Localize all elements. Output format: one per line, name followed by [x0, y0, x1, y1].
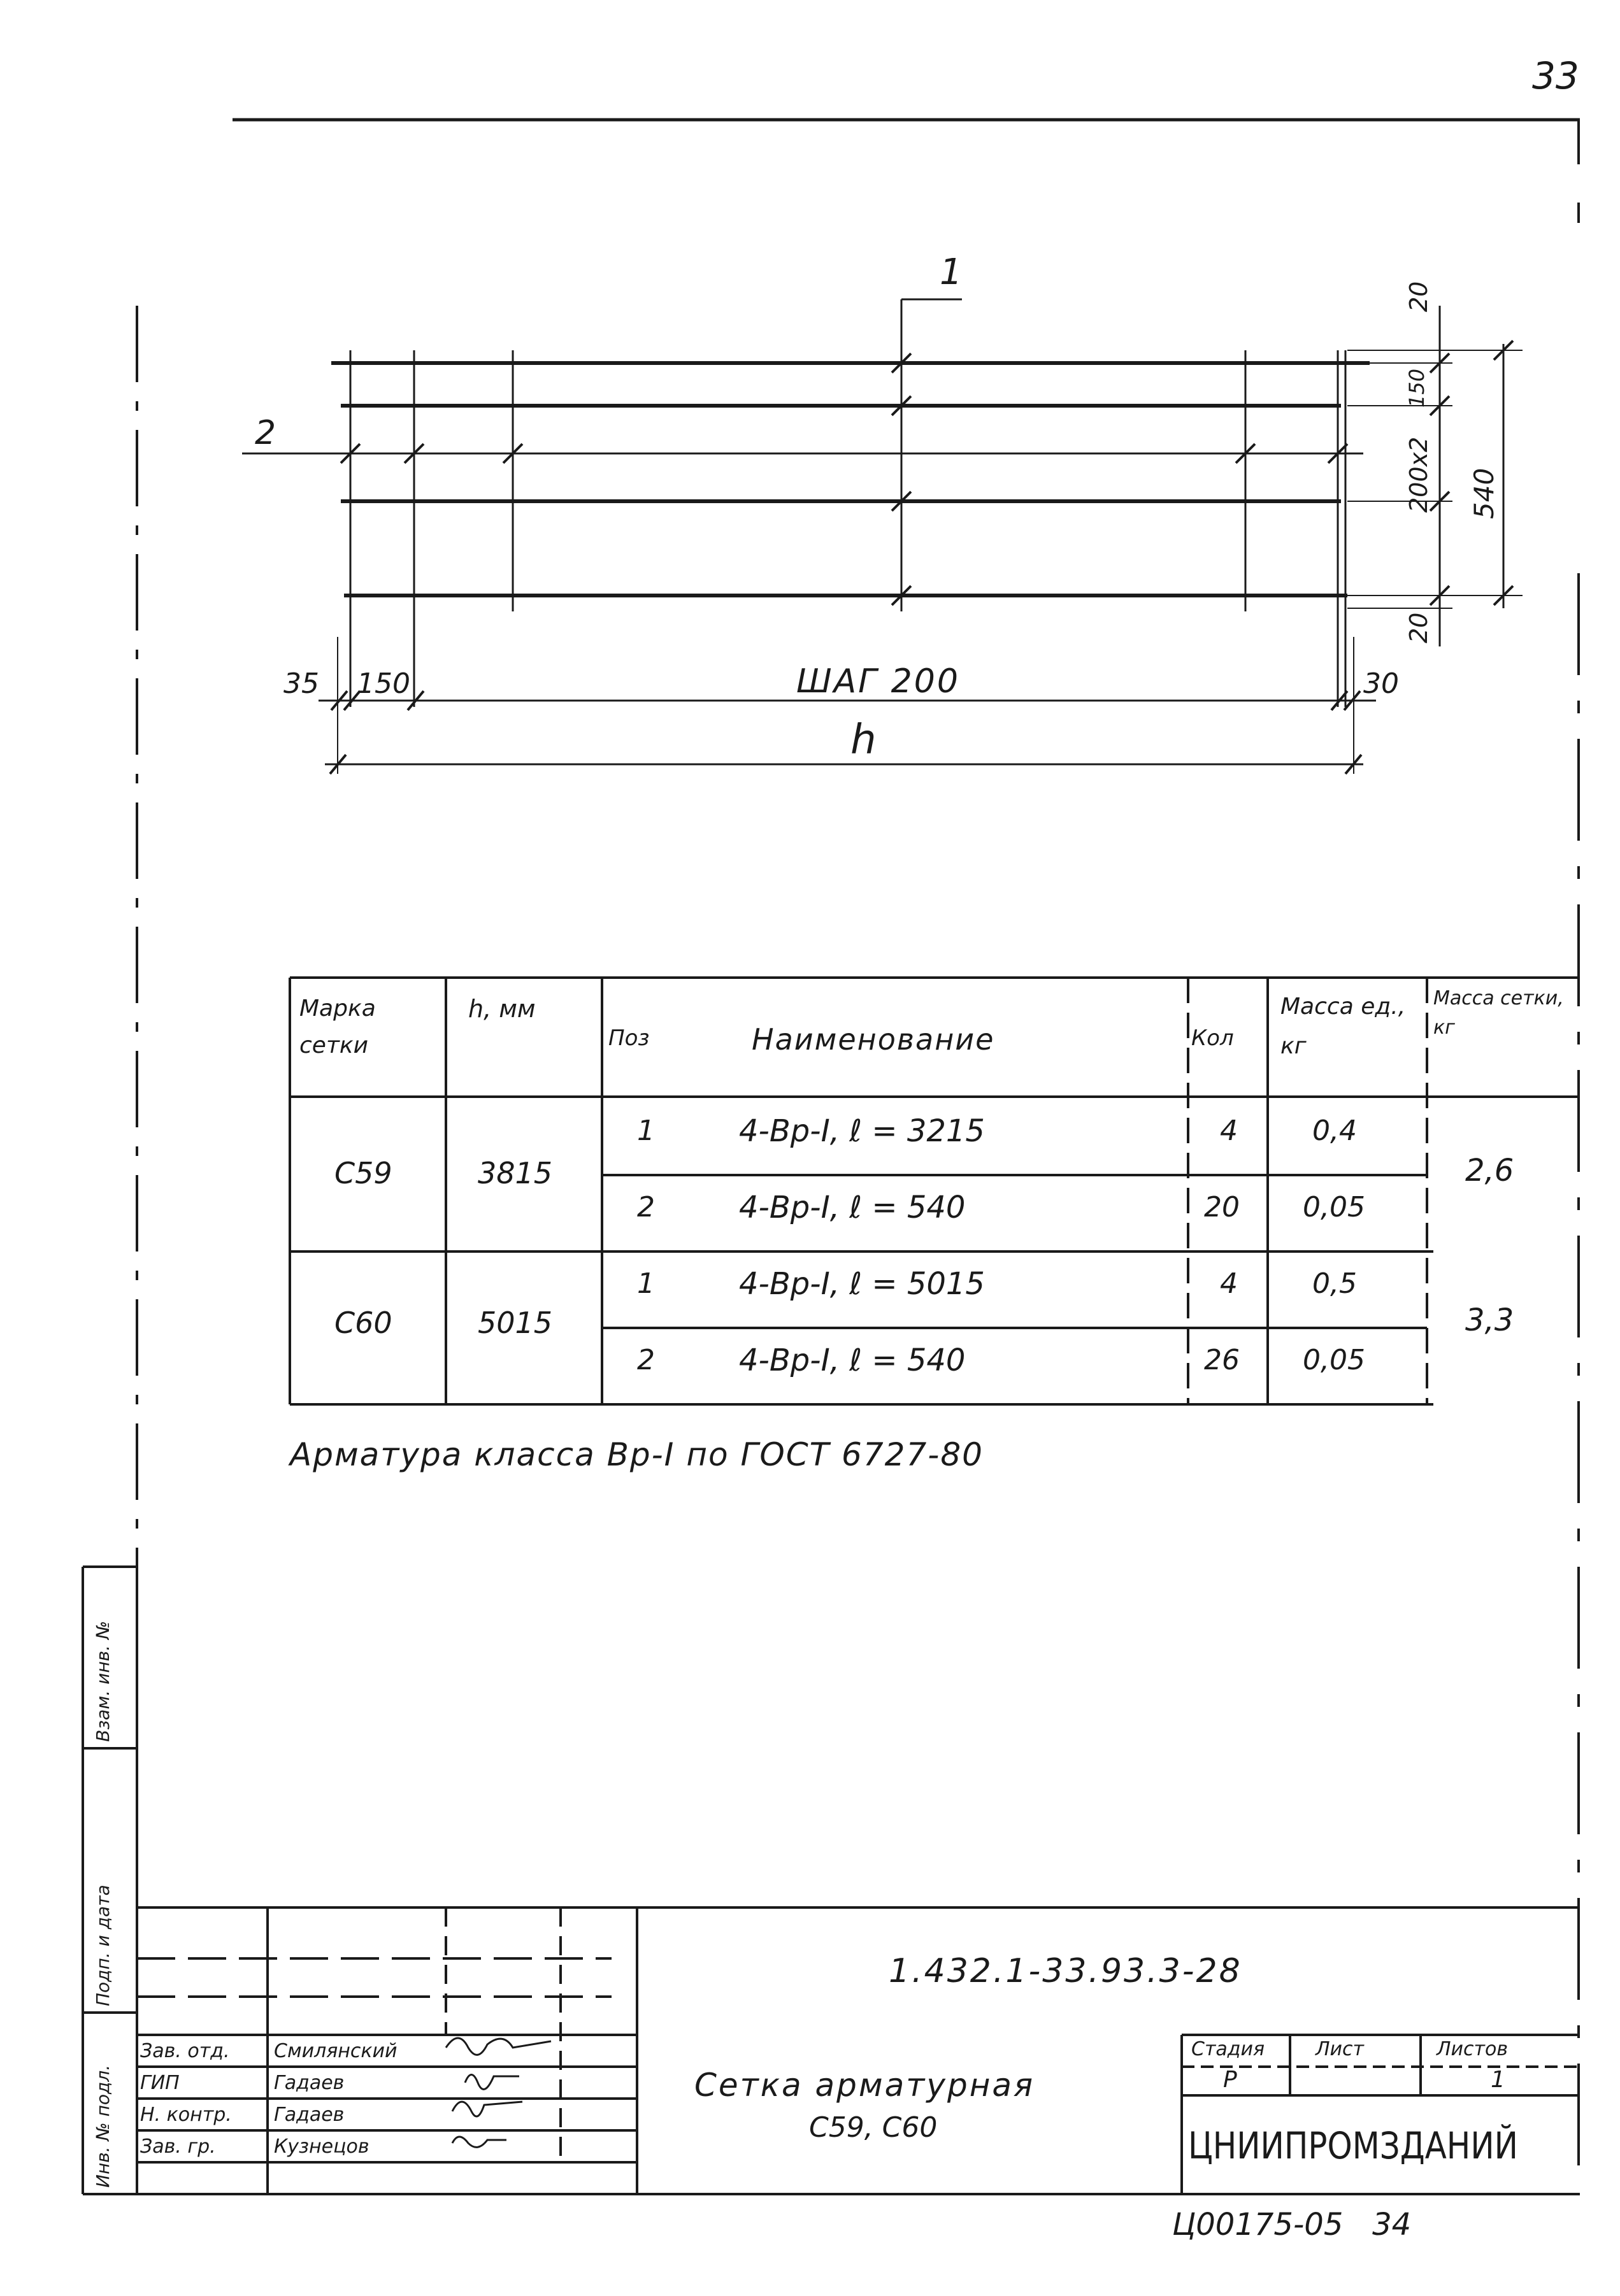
dim-150-vertical-label: 150: [1405, 368, 1429, 408]
section-mark-label: 1: [940, 252, 963, 293]
row-c60-mark: С60: [334, 1306, 392, 1340]
row-c60-pos1: 1: [637, 1267, 655, 1300]
stage-label: Стадия: [1191, 2038, 1265, 2060]
row-c60-mass2: 0,05: [1303, 1344, 1365, 1376]
reinforcement-note: Арматура класса Вр-I по ГОСТ 6727-80: [290, 1436, 984, 1473]
signature-marks: [440, 2022, 586, 2169]
row-c59-name2: 4-Вр-I, ℓ = 540: [739, 1190, 966, 1225]
name-1: Смилянский: [274, 2040, 398, 2062]
name-3: Гадаев: [274, 2104, 345, 2126]
row-c59-mass2: 0,05: [1303, 1191, 1365, 1223]
role-2: ГИП: [140, 2072, 180, 2094]
side-label-inv-orig: Инв. № подл.: [92, 2064, 113, 2188]
side-label-replace-inv: Взам. инв. №: [92, 1620, 113, 1742]
dim-540-label: 540: [1468, 467, 1500, 519]
side-label-sign-date: Подп. и дата: [92, 1885, 113, 2006]
header-h: h, мм: [468, 995, 536, 1023]
row-c59-qty1: 4: [1220, 1115, 1238, 1147]
dim-bottom-20-label: 20: [1405, 612, 1433, 643]
dim-step-label: ШАГ 200: [796, 662, 960, 701]
role-3: Н. контр.: [140, 2104, 232, 2126]
name-2: Гадаев: [274, 2072, 345, 2094]
sheets-value: 1: [1491, 2067, 1505, 2093]
row-c59-h: 3815: [478, 1156, 553, 1190]
header-mark: Марка сетки: [299, 995, 376, 1059]
document-code: 1.432.1-33.93.3-28: [889, 1952, 1242, 1990]
position-2-label: 2: [255, 414, 276, 452]
dim-35-label: 35: [283, 667, 319, 700]
stage-value: Р: [1223, 2067, 1237, 2093]
dim-30-label: 30: [1363, 667, 1399, 700]
header-name: Наименование: [752, 1022, 995, 1057]
name-4: Кузнецов: [274, 2136, 369, 2158]
row-c60-mass1: 0,5: [1312, 1267, 1357, 1300]
archive-code: Ц00175-05 34: [1172, 2207, 1412, 2243]
dim-200x2-label: 200x2: [1405, 436, 1433, 513]
row-c60-h: 5015: [478, 1306, 553, 1340]
drawing-title-line1: Сетка арматурная: [694, 2067, 1035, 2104]
row-c60-total: 3,3: [1465, 1302, 1514, 1338]
row-c59-total: 2,6: [1465, 1153, 1514, 1188]
row-c59-pos2: 2: [637, 1191, 655, 1223]
row-c59-mark: С59: [334, 1156, 392, 1190]
row-c59-mass1: 0,4: [1312, 1115, 1357, 1147]
header-pos: Поз: [608, 1025, 650, 1051]
sheets-label: Листов: [1437, 2038, 1509, 2060]
row-c60-qty2: 26: [1204, 1344, 1240, 1376]
row-c60-pos2: 2: [637, 1344, 655, 1376]
drawing-title-line2: С59, С60: [809, 2111, 938, 2144]
header-unit-mass: Масса ед., кг: [1280, 994, 1406, 1059]
role-1: Зав. отд.: [140, 2040, 230, 2062]
page-number: 33: [1532, 54, 1579, 97]
row-c59-pos1: 1: [637, 1115, 655, 1147]
organization-name: ЦНИИПРОМЗДАНИЙ: [1188, 2124, 1518, 2167]
row-c59-qty2: 20: [1204, 1191, 1240, 1223]
sheet-label: Лист: [1315, 2038, 1365, 2060]
header-total-mass: Масса сетки, кг: [1433, 987, 1564, 1039]
dim-h-label: h: [850, 717, 877, 764]
row-c60-name1: 4-Вр-I, ℓ = 5015: [739, 1266, 985, 1302]
row-c60-qty1: 4: [1220, 1267, 1238, 1300]
row-c59-name1: 4-Вр-I, ℓ = 3215: [739, 1113, 985, 1149]
row-c60-name2: 4-Вр-I, ℓ = 540: [739, 1343, 966, 1378]
header-qty: Кол: [1191, 1025, 1234, 1051]
role-4: Зав. гр.: [140, 2136, 216, 2158]
dim-150-label: 150: [357, 667, 410, 700]
dim-top-20-label: 20: [1405, 281, 1433, 312]
